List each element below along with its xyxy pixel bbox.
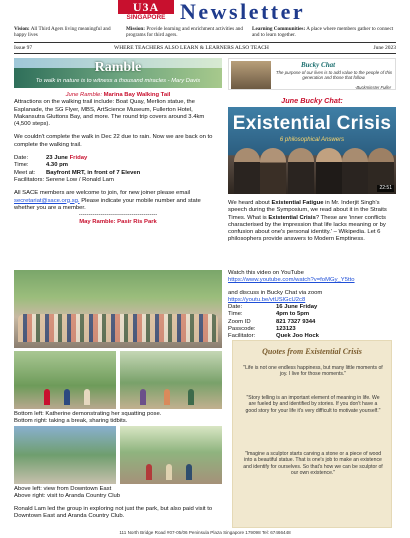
ramble-title: Ramble: [94, 60, 142, 75]
issue-bar: [14, 44, 396, 52]
ramble-welcome: All SACE members are welcome to join, for new joiner please email secretariat@sace.org.sg. Please indicate your mobile number and state whether you are a member.: [14, 190, 201, 211]
issue-date: June 2023: [373, 45, 396, 51]
mission-statement: Mission: Provide learning and enrichment activities and programs for third agers.: [126, 26, 243, 38]
issue-number: Issue 97: [14, 45, 33, 51]
squatting-photo: [14, 351, 116, 409]
video-title: Existential Crisis: [232, 113, 392, 134]
downtown-east-photo: [14, 426, 116, 484]
bucky-chat-card: [228, 58, 396, 90]
ramble-body-1: Attractions on the walking trail include: Boat Quay, Merlion statue, the Esplanade, the SG Flyer, MBS, ArtScience Museum, Fullerton Hotel, Makansutra Gluttons Bay, and more. The round trip covers around 3.4km (4,500 steps).: [14, 99, 205, 128]
quote-1: "Life is not one endless happiness, but many little moments of joy. I live for those moments.": [243, 365, 383, 378]
ramble-quote: To walk in nature is to witness a thousand miracles - Mary Davis: [35, 78, 201, 84]
bucky-card-quote: The purpose of our lives is to add value to the people of this generation and those that follow.: [275, 70, 393, 80]
bucky-card-author: -Buckminster Fuller: [354, 85, 391, 90]
ramble-closing: Ronald Lam led the group in exploring not just the park, but also paid visit to Downtown East and Aranda Country Club.: [14, 505, 213, 519]
quotes-title: Quotes from Existential Crisis: [262, 347, 362, 356]
video-subtitle: 6 philosophical Answers: [279, 137, 345, 143]
quote-2: "Story telling is an important element of meaning in life. We are fueled by and identified by stories. If you don't have a good story for your life it's very difficult to motivate yourself.": [245, 395, 381, 414]
bucky-card-title: Bucky Chat: [301, 61, 336, 69]
email-link[interactable]: secretariat@sace.org.sg.: [14, 197, 80, 204]
logo-subtitle: SINGAPORE: [118, 14, 174, 22]
group-photo: [14, 270, 222, 348]
masthead-title: Newsletter: [180, 0, 306, 24]
june-bucky-heading: June Bucky Chat:: [281, 96, 343, 105]
june-ramble-section: [14, 92, 222, 227]
existential-crisis-video-thumbnail[interactable]: [228, 107, 396, 194]
bucky-links: Watch this video on YouTube https://www.youtube.com/watch?v=foMGy_Y5tto and discuss in Bucky Chat via zoom https://youtu.be/vtUSlGcU2c8 Date: 16 June Friday Time: 4pm to 5pm Zoom ID 821 7327 9344 Passcode: 123123 Facilitator: Quek Joo Hock: [228, 270, 396, 341]
ramble-banner: [14, 58, 222, 88]
captions-2: Above left: view from Downtown East Above right: visit to Aranda Country Club Ronald Lam led the group in exploring not just the park, but also paid visit to Downtown East and Aranda Country Club.: [14, 486, 222, 520]
tagline: WHERE TEACHERS ALSO LEARN & LEARNERS ALSO TEACH: [114, 45, 269, 51]
quotes-box: [232, 340, 392, 528]
captions-1: Bottom left: Katherine demonstrating her squatting pose. Bottom right: taking a break, sharing tidbits.: [14, 411, 162, 425]
header-rule-top: [14, 42, 396, 43]
ramble-details: Date: 23 June Friday Time: 4.30 pm Meet at: Bayfront MRT, in front of 7 Eleven Facilitators: Serene Low / Ronald Lam: [14, 155, 141, 183]
divider: ----------------------------------------: [78, 212, 158, 219]
break-photo: [120, 351, 222, 409]
header-rule-bottom: [14, 53, 396, 54]
vision-statement: Vision: All Third Agers living meaningful and happy lives: [14, 26, 111, 38]
zoom-link[interactable]: https://youtu.be/vtUSlGcU2c8: [228, 296, 306, 303]
learning-communities-statement: Learning Communities: A place where members gather to connect and to learn together.: [252, 26, 394, 38]
aranda-club-photo: [120, 426, 222, 484]
footer-address: 111 North Bridge Road #07-05/06 Peninsula Plaza Singapore 179098 Tel: 67466448: [119, 530, 291, 535]
group-people: [18, 314, 218, 342]
quote-3: "Imagine a sculptor starts carving a stone or a piece of wood into a beautiful statue. That is one's job to make an existence and identify for ourselves. So that's how we can be sculptor of our own existence.": [243, 451, 383, 477]
u3a-logo: [118, 0, 174, 22]
ramble-body-2: We couldn't complete the walk in Dec 22 due to rain. Now we are back on to complete the walking trail.: [14, 134, 213, 148]
june-ramble-heading: June Ramble: Marina Bay Walking Tail: [65, 92, 171, 98]
buckminster-photo: [231, 61, 271, 89]
may-ramble-heading: May Ramble: Pasir Ris Park: [79, 219, 157, 226]
video-duration: 22:51: [379, 185, 392, 191]
bucky-body: We heard about Existential Fatigue in Mr. Inderjit Singh's speech during the Symposium, we read about it in the Straits Times. What is Existential Crisis? These are 'inner conflicts characterised by the impression that life lacks meaning or by confusion about one's personal identity.' – Wikipedia. Let 6 philosophers provide answers to Modern Emptiness.: [228, 200, 387, 243]
logo-text: U3A: [118, 0, 174, 14]
youtube-link[interactable]: https://www.youtube.com/watch?v=foMGy_Y5tto: [228, 277, 355, 284]
